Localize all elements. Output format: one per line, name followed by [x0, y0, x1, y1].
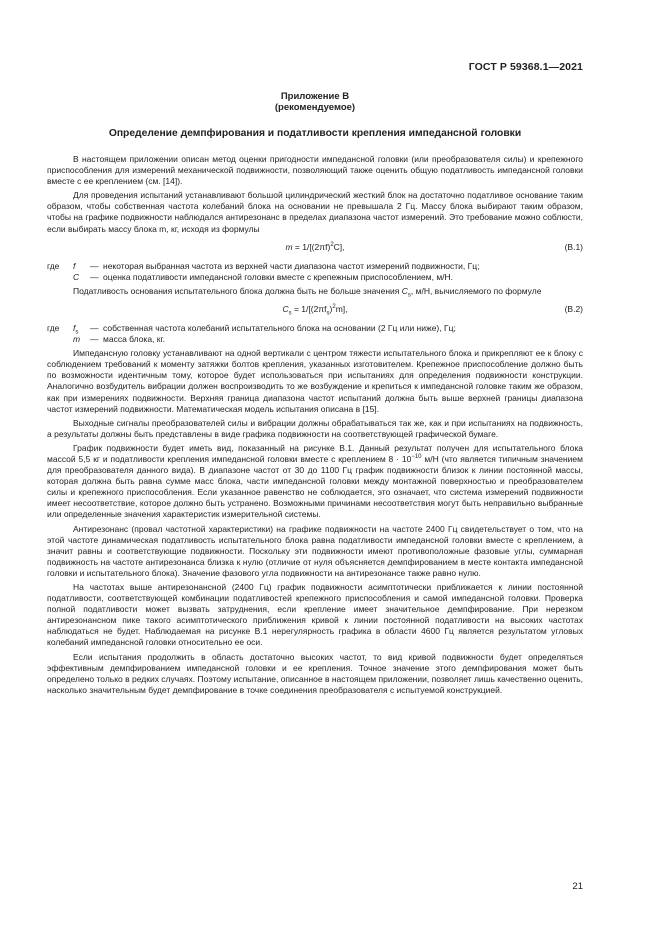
- paragraph-1: В настоящем приложении описан метод оценки пригодности импедансной головки (или преобразователя силы) и крепежного приспособления для измерений механической подвижности, позволяющий также оценить общую податливость импедансной головки вместе с ее креплением (см. [14]).: [47, 154, 583, 187]
- definition-fs: [47, 323, 583, 334]
- appendix-title: Приложение В: [280, 91, 350, 102]
- paragraph-4: Импедансную головку устанавливают на одной вертикали с центром тяжести испытательного блока и прикрепляют ее к блоку с соблюдением требований к моменту затяжки болтов крепления, указанных изготовителем. Крепежное приспособление должно быть по возможности идентичным тому, которое будет использоваться при испытаниях для определения подвижности конструкции. Аналогично возбудитель вибрации должен воспроизводить то же возбуждение и крепиться к импедансной головке таким же образом, как при измерениях подвижности. Верхняя граница диапазона частот испытаний должна быть выше верхней границы диапазона частот измерений подвижности. Математическая модель испытания описана в [15].: [47, 348, 583, 414]
- definition-dash: —: [90, 260, 99, 271]
- definition-m: [47, 334, 583, 345]
- definition-c: [47, 272, 583, 283]
- formula-b1: [47, 242, 583, 254]
- formula-b2-number: (В.2): [564, 303, 583, 314]
- formula-b2: $C_s = 1/[(2\pi f_s)^2m]$, (В.2): [282, 303, 583, 317]
- definition-symbol: f: [73, 260, 76, 271]
- definition-lead: где: [47, 260, 60, 271]
- paragraph-9: Если испытания продолжить в область достаточно высоких частот, то вид кривой подвижности будет определяться эффективным демпфированием импедансной головки и ее крепления. Точное значение этого демпфирования может быть определено только в редких случаях. Поэтому испытание, описанное в настоящем приложении, позволяет лишь качественно оценить, насколько значительным будет демпфирование в точке соединения преобразователя с испытуемой конструкцией.: [47, 651, 583, 695]
- paragraph-2: Для проведения испытаний устанавливают большой цилиндрический жесткий блок на достаточно податливое основание таким образом, чтобы собственная частота колебаний блока на основании не превышала 2 Гц. Массу блока выбирают таким образом, чтобы на графике подвижности наблюдался антирезонанс в пределах диапазона частот измерений. Это требование можно соблюсти, если выбирать массу блока m, кг, исходя из формулы: [47, 190, 583, 234]
- paragraph-8: На частотах выше антирезонансной (2400 Гц) график подвижности асимптотически приближается к линии постоянной податливости, соответствующей комбинации податливостей крепежного приспособления и самой импедансной головки. Проверка полной податливости может вызвать затруднения, если крепление имеет значительное демпфирование. При нерезком антирезонансном пике такого асимптотического приближения кривой к линии постоянной податливости на высоких частотах наблюдаться не будет. Наблюдаемая на рисунке В.1 нерегулярность графика в области 4600 Гц является результатом угловых колебаний импедансной головки относительно ее оси.: [47, 582, 583, 648]
- paragraph-3: Податливость основания испытательного блока должна быть не больше значения $C_s$, м/Н, вычисляемого по формуле: [73, 285, 542, 299]
- definition-text: масса блока, кг.: [103, 334, 165, 345]
- definition-text: оценка податливости импедансной головки вместе с крепежным приспособлением, м/Н.: [103, 271, 454, 282]
- definition-text: некоторая выбранная частота из верхней части диапазона частот измерений подвижности, Гц;: [103, 260, 480, 271]
- formula-b1-number: (В.1): [564, 241, 583, 252]
- definition-dash: —: [90, 322, 99, 333]
- definition-lead: где: [47, 322, 60, 333]
- section-title: Определение демпфирования и податливости крепления импедансной головки: [108, 128, 522, 139]
- definition-dash: —: [90, 271, 99, 282]
- definition-f: [47, 261, 583, 272]
- formula-b1-rhs-b: C],: [333, 241, 345, 252]
- formula-b1-lhs: m: [285, 241, 293, 252]
- document-id: ГОСТ Р 59368.1—2021: [468, 61, 583, 73]
- formula-b1-rhs-a: = 1/[(2πf): [292, 241, 331, 252]
- paragraph-7: Антирезонанс (провал частотной характеристики) на графике подвижности на частоте 2400 Гц свидетельствует о том, что на этой частоте динамическая податливость испытательного блока равна податливости импедансной головки вместе с креплением, а значит равны и соответствующие подвижности. Поскольку эти подвижности имеют противоположные фазовые углы, суммарная подвижность на частоте антирезонанса близка к нулю (отличие от нуля объясняется демпфированием в месте контакта импедансной головки и испытательного блока). Значение фазового угла подвижности на антирезонансе также равно нулю.: [47, 523, 583, 578]
- body-text: [47, 154, 583, 699]
- definition-symbol: C: [73, 271, 80, 282]
- formula-b1-sup: 2: [330, 241, 334, 248]
- paragraph-5: Выходные сигналы преобразователей силы и вибрации должны обрабатываться так же, как и при испытаниях на подвижность, а результаты должны быть представлены в виде графика подвижности на соответствующей графической бумаге.: [47, 417, 583, 439]
- document-page: [47, 0, 583, 935]
- definition-symbol: m: [73, 334, 81, 345]
- formula-b2-lhs: C: [282, 303, 289, 314]
- definition-symbol: $f_s$: [73, 322, 79, 336]
- definition-dash: —: [90, 334, 99, 345]
- page-number: 21: [572, 881, 583, 892]
- definition-text: собственная частота колебаний испытательного блока на основании (2 Гц или ниже), Гц;: [103, 322, 456, 333]
- appendix-note: (рекомендуемое): [274, 102, 356, 113]
- paragraph-6: График подвижности будет иметь вид, показанный на рисунке В.1. Данный результат получен для испытательного блока массой 5,5 кг и податливости крепления импедансной головки вместе с креплением $8 \cdot 10^{-10}$ м/Н (что является типичным значением для преобразователя данного вида). В диапазоне частот от 30 до 1100 Гц график подвижности близок к линии постоянной массы, которая должна быть равна сумме масс блока, части импедансной головки между монтажной поверхностью и преобразователем силы и крепежного приспособления. Если указанное равенство не соблюдается, это означает, что система измерений подвижности имеет несоответствие, которое должно быть устранено. Возможными причинами несоответствия могут быть неправильно выбранные или определенные значения характеристик измерительной системы.: [47, 442, 583, 520]
- appendix-heading: [47, 91, 583, 113]
